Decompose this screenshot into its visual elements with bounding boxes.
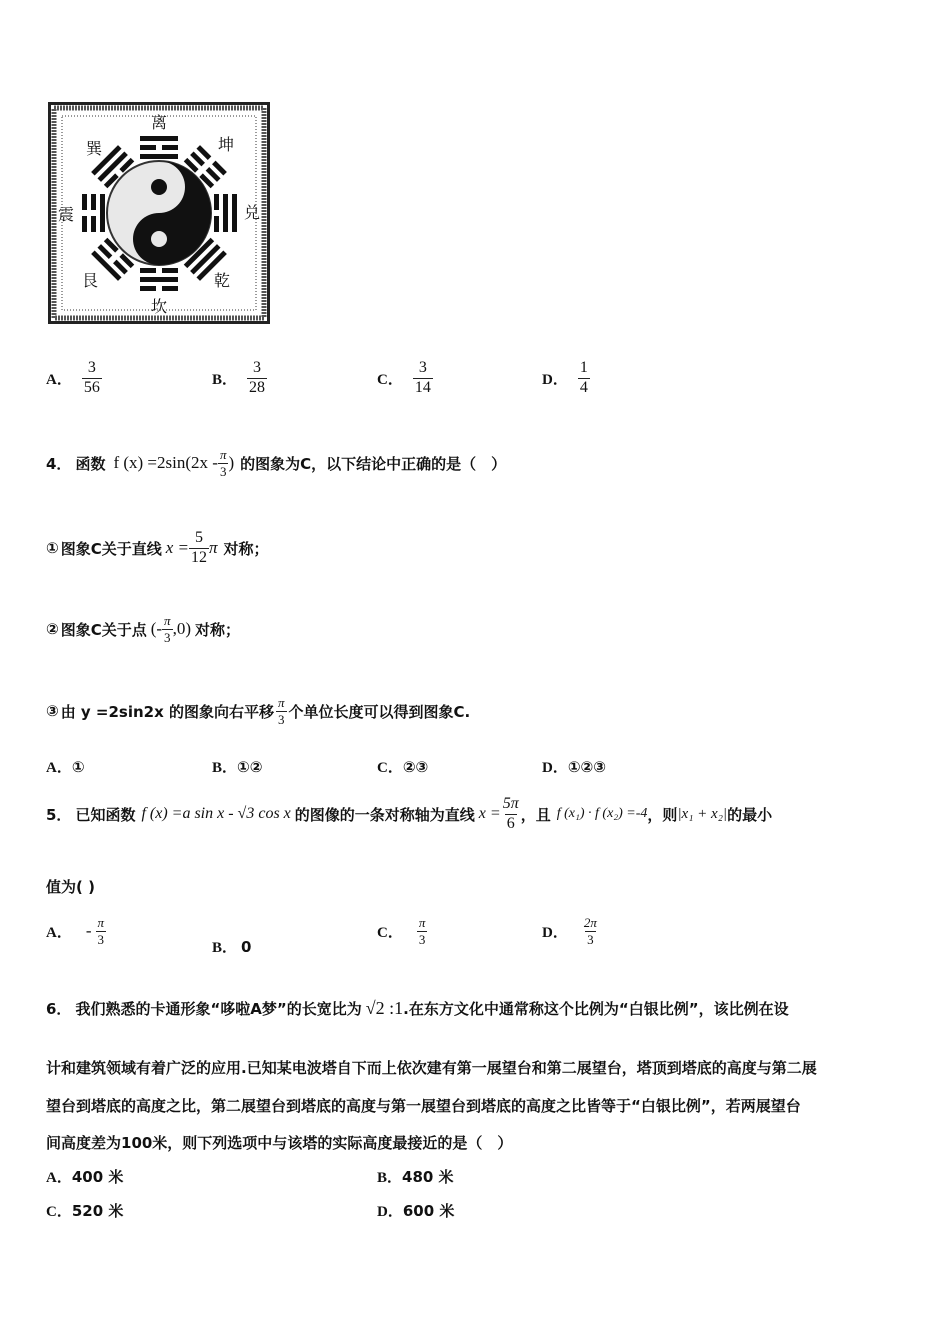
q3-option-d[interactable]: D． $\frac{1}{4}$ (542, 359, 588, 396)
trigram-label-top-left: 巽 (86, 139, 103, 158)
trigram-label-right: 兑 (244, 203, 261, 222)
q6-option-b[interactable]: B． 480 米 (377, 1168, 454, 1186)
bagua-figure (48, 102, 270, 324)
trigram-label-top-right: 坤 (218, 135, 235, 154)
q4-statement-3: ③ 由 y =2sin2x 的图象向右平移 $\frac{\pi}{3}$ 个单位长度可以得到图象C. (46, 695, 471, 727)
q4-option-d[interactable]: D． ①②③ (542, 757, 606, 776)
q5-option-a[interactable]: A． - $\frac{\pi}{3}$ (46, 915, 105, 947)
q6-stem-line1: 6． 我们熟悉的卡通形象“哆啦A梦”的长宽比为 √2 :1 .在东方文化中通常称这个比例为“白银比例”，该比例在设 (46, 998, 789, 1018)
q5-option-c[interactable]: C． $\frac{\pi}{3}$ (377, 915, 426, 947)
trigram-label-bottom-right: 乾 (214, 271, 231, 290)
q4-statement-2: ② 图象C关于点 (- $\frac{\pi}{3}$ ,0) 对称； (46, 613, 240, 645)
q4-option-b[interactable]: B． ①② (212, 757, 263, 776)
q3-option-a[interactable]: A． $\frac{3}{56}$ (46, 359, 100, 396)
q3-option-b[interactable]: B． $\frac{3}{28}$ (212, 359, 266, 396)
q6-option-d[interactable]: D． 600 米 (377, 1202, 455, 1220)
q5-stem-line2: 值为( ) (46, 878, 95, 896)
q4-option-a[interactable]: A． ① (46, 757, 85, 776)
q5-option-b[interactable]: B． 0 (212, 937, 252, 956)
q4-stem: 4． 函数 f (x) =2sin(2x - $\frac{\pi}{3}$ ) 的图象为C，以下结论中正确的是（ ） (46, 447, 507, 479)
q6-stem-line3: 望台到塔底的高度之比，第二展望台到塔底的高度与第一展望台到塔底的高度之比皆等于“白银比例”，若两展望台 (46, 1097, 801, 1115)
q5-stem: 5． 已知函数 f (x) =a sin x - √3 cos x 的图像的一条对称轴为直线 x = $\frac{5\pi}{6}$ ，且 f (x₁) · f (x₂) =-4 ，则 |x₁ + x₂| 的最小 (46, 795, 773, 832)
trigram-label-left: 震 (58, 205, 75, 224)
q6-stem-line4: 间高度差为100米，则下列选项中与该塔的实际高度最接近的是（ ） (46, 1134, 513, 1152)
q5-option-d[interactable]: D． $\frac{2\pi}{3}$ (542, 915, 597, 947)
trigram-label-top: 离 (151, 113, 168, 132)
q6-option-c[interactable]: C． 520 米 (46, 1202, 124, 1220)
q6-stem-line2: 计和建筑领域有着广泛的应用.已知某电波塔自下而上依次建有第一展望台和第二展望台，塔顶到塔底的高度与第二展 (46, 1059, 817, 1077)
trigram-label-bottom-left: 艮 (82, 271, 99, 290)
q6-option-a[interactable]: A． 400 米 (46, 1168, 124, 1186)
q3-option-c[interactable]: C． $\frac{3}{14}$ (377, 359, 431, 396)
q5-number: 5． (46, 805, 72, 824)
q6-number: 6． (46, 1000, 72, 1018)
q4-number: 4． (46, 454, 72, 473)
trigram-label-bottom: 坎 (151, 297, 168, 316)
q4-option-c[interactable]: C． ②③ (377, 757, 429, 776)
q4-statement-1: ① 图象C关于直线 x = $\frac{5}{12}$ π 对称； (46, 529, 269, 566)
